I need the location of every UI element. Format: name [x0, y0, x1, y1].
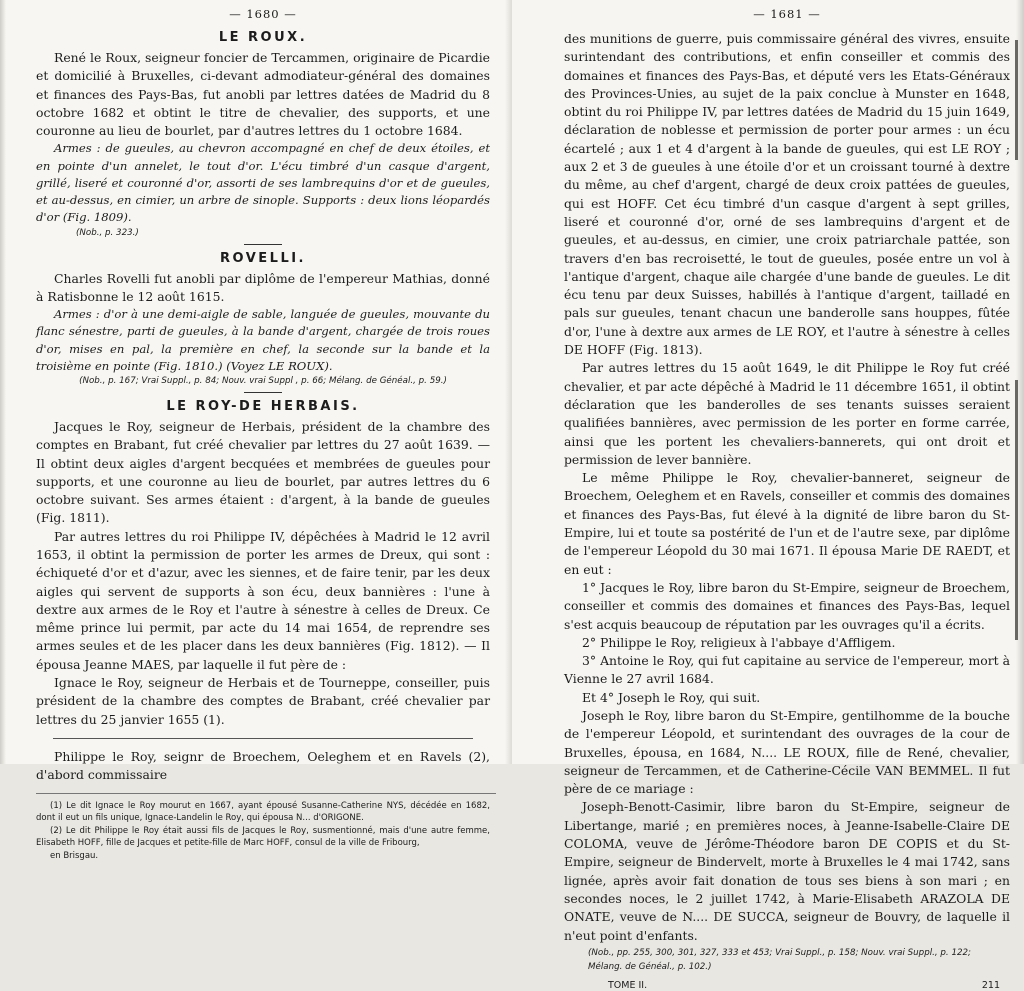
left-edge-shadow: [0, 0, 6, 764]
footnote-divider: [53, 738, 473, 739]
paragraph-herbais-3: Ignace le Roy, seigneur de Herbais et de Tourneppe, conseiller, puis président de la chambre des comptes de Brabant, créé chevalier par lettres du 25 janvier 1655 (1).: [36, 675, 490, 727]
paragraph-right-2: Par autres lettres du 15 août 1649, le dit Philippe le Roy fut créé chevalier, et par acte dépêché à Madrid le 11 décembre 1651, il obtint déclaration que les banderolles de ses tenants suisses seraient qualifiées bannières, avec permission de les porter en forme carrée, ainsi que les portent les chevaliers-bannerets, qui ont droit et permission de lever bannière.: [564, 360, 1010, 467]
paragraph-le-roux: René le Roux, seigneur foncier de Tercammen, originaire de Picardie et domicilié à Bruxelles, ci-devant admodiateur-général des domaines et finances des Pays-Bas, fut anobli par lettres datées de Madrid du 8 octobre 1682 et obtint le titre de chevalier, des supports, et une couronne au lieu de bourlet, par d'autres lettres du 1 octobre 1684.: [36, 50, 490, 139]
paragraph-rovelli: Charles Rovelli fut anobli par diplôme de l'empereur Mathias, donné à Ratisbonne le 12 août 1615.: [36, 270, 490, 304]
citation-rovelli: (Nob., p. 167; Vrai Suppl., p. 84; Nouv. vrai Suppl , p. 66; Mélang. de Généal., p. 59.): [79, 375, 447, 386]
volume-label: TOME II.: [608, 979, 648, 991]
heading-rovelli: ROVELLI.: [220, 250, 306, 266]
paragraph-right-8: Joseph le Roy, libre baron du St-Empire, gentilhomme de la bouche de l'empereur Léopold, et surintendant des ouvrages de la cour de Bruxelles, épousa, en 1684, N.... LE ROUX, fille de René, chevalier, seigneur de Tercammen, et de Catherine-Cécile VAN BEMMEL. Il fut père de ce mariage :: [564, 707, 1010, 797]
page-footer: [564, 976, 1010, 991]
citation-le-roux: (Nob., p. 323.): [76, 227, 139, 238]
footnote-1: (1) Le dit Ignace le Roy mourut en 1667, ayant épousé Susanne-Catherine NYS, décédée en 1682, dont il eut un fils unique, Ignace-Landelin le Roy, qui épousa N... d'ORIGONE.: [36, 800, 490, 824]
paragraph-right-7: Et 4° Joseph le Roy, qui suit.: [582, 689, 761, 705]
heading-le-roux: LE ROUX.: [218, 30, 308, 45]
paragraph-herbais-1: Jacques le Roy, seigneur de Herbais, président de la chambre des comptes en Brabant, fut créé chevalier par lettres du 27 août 1639. — Il obtint deux aigles d'argent becquées et membrées de gueules pour supports, et une couronne au lieu de bourlet, par autres lettres du 6 octobre suivant. Ses armes étaient : d'argent, à la bande de gueules (Fig. 1811).: [36, 418, 490, 526]
page-edge-mark: [1015, 40, 1018, 160]
page-number-right: — 1681 —: [753, 7, 821, 21]
page-edge-mark: [1015, 380, 1018, 640]
right-page: [512, 0, 1024, 991]
footnote-2-continued: en Brisgau.: [50, 850, 99, 861]
paragraph-right-4: 1° Jacques le Roy, libre baron du St-Empire, seigneur de Broechem, conseiller et commis des domaines et finances des Pays-Bas, lequel s'est acquis beaucoup de réputation par les ouvrages qu'il a écrits.: [564, 579, 1010, 632]
arms-le-roux: Armes : de gueules, au chevron accompagné en chef de deux étoiles, et en pointe d'un annelet, le tout d'or. L'écu timbré d'un casque d'argent, grillé, liseré et couronné d'or, assorti de ses lambrequins d'or et de gueules, et au-dessus, en cimier, un arbre de sinople. Supports : deux lions léopardés d'or (Fig. 1809).: [36, 141, 490, 225]
section-divider: [244, 244, 282, 245]
paragraph-right-5: 2° Philippe le Roy, religieux à l'abbaye d'Affligem.: [582, 634, 896, 650]
paragraph-herbais-2: Par autres lettres du roi Philippe IV, dépêchées à Madrid le 12 avril 1653, il obtint la permission de porter les armes de Dreux, qui sont : échiqueté d'or et d'azur, avec les siennes, et de faire tenir, par les deux aigles qui servent de supports à son écu, deux bannières : l'une à dextre aux armes de le Roy et l'autre à sénestre à celles de Dreux. Ce même prince lui permit, par acte du 14 mai 1654, de reprendre ses armes seules et de les placer dans les deux bannières (Fig. 1812). — Il épousa Jeanne MAES, par laquelle il fut père de :: [36, 528, 490, 672]
page-number-left: — 1680 —: [229, 7, 297, 21]
section-divider: [244, 392, 282, 393]
paragraph-right-3: Le même Philippe le Roy, chevalier-banneret, seigneur de Broechem, Oeleghem et en Ravels, conseiller et commis des domaines et finances des Pays-Bas, fut élevé à la dignité de libre baron du St-Empire, lui et toute sa postérité de l'un et de l'autre sexe, par diplôme de l'empereur Léopold du 30 mai 1671. Il épousa Marie DE RAEDT, et en eut :: [564, 470, 1010, 577]
footnote-2: (2) Le dit Philippe le Roy était aussi fils de Jacques le Roy, susmentionné, mais d'une autre femme, Elisabeth HOFF, fille de Jacques et petite-fille de Marc HOFF, consul de la ville de Fribourg,: [36, 825, 490, 849]
paragraph-herbais-4: Philippe le Roy, seignr de Broechem, Oeleghem et en Ravels (2), d'abord commissaire: [36, 748, 490, 783]
citation-right-2: Mélang. de Généal., p. 102.): [588, 961, 712, 972]
arms-rovelli: Armes : d'or à une demi-aigle de sable, languée de gueules, mouvante du flanc sénestre, parti de gueules, à la bande d'argent, chargée de trois roues d'or, mises en pal, la première en chef, la seconde sur la bande et la troisième en pointe (Fig. 1810.) (Voyez LE ROUX).: [36, 307, 490, 373]
citation-right-1: (Nob., pp. 255, 300, 301, 327, 333 et 453; Vrai Suppl., p. 158; Nouv. vrai Suppl., p. 122;: [588, 947, 971, 958]
paragraph-right-1: des munitions de guerre, puis commissaire général des vivres, ensuite surintendant des contributions, et enfin conseiller et commis des domaines et finances des Pays-Bas, et député vers les Etats-Généraux des Provinces-Unies, au sujet de la paix conclue à Munster en 1648, obtint du roi Philippe IV, par lettres datées de Madrid du 15 juin 1649, déclaration de noblesse et permission de porter pour armes : un écu écartelé ; aux 1 et 4 d'argent à la bande de gueules, qui est LE ROY ; aux 2 et 3 de gueules à une étoile d'or et un croissant tourné à dextre du même, au chef d'argent, chargé de deux croix pattées de gueules, qui est HOFF. Cet écu timbré d'un casque d'argent à sept grilles, liseré et couronné d'or, orné de ses lambrequins d'argent et de gueules, et au-dessus, en cimier, une croix patriarchale pattée, son travers d'en bas recroisetté, le tout de gueules, posée entre un vol à l'antique d'argent, chaque aile chargée d'une bande de gueules. Le dit écu tenu par deux Suisses, habillés à l'antique d'argent, tailladé en pals sur gueules, tenant chacun une banderolle sans houppes, fûtée d'or, l'une à dextre aux armes de LE ROY, et l'autre à sénestre à celles DE HOFF (Fig. 1813).: [564, 31, 1010, 358]
paragraph-right-9: Joseph-Benott-Casimir, libre baron du St-Empire, seigneur de Libertange, marié ; en premières noces, à Jeanne-Isabelle-Claire DE COLOMA, veuve de Jérôme-Théodore baron DE COPIS et du St-Empire, seigneur de Bindervelt, morte à Bruxelles le 4 mai 1742, sans lignée, après avoir fait donation de tous ses biens à son mari ; en secondes noces, le 2 juillet 1742, à Marie-Elisabeth ARAZOLA DE ONATE, veuve de N.... DE SUCCA, seigneur de Bouvry, de laquelle il n'eut point d'enfants.: [564, 799, 1010, 943]
signature-number: 211: [981, 979, 1000, 991]
left-page: [0, 0, 512, 861]
footnote-rule: [36, 793, 496, 794]
heading-le-roy-de-herbais: LE ROY-DE HERBAIS.: [166, 398, 360, 414]
paragraph-right-6: 3° Antoine le Roy, qui fut capitaine au service de l'empereur, mort à Vienne le 27 avril 1684.: [564, 653, 1010, 687]
